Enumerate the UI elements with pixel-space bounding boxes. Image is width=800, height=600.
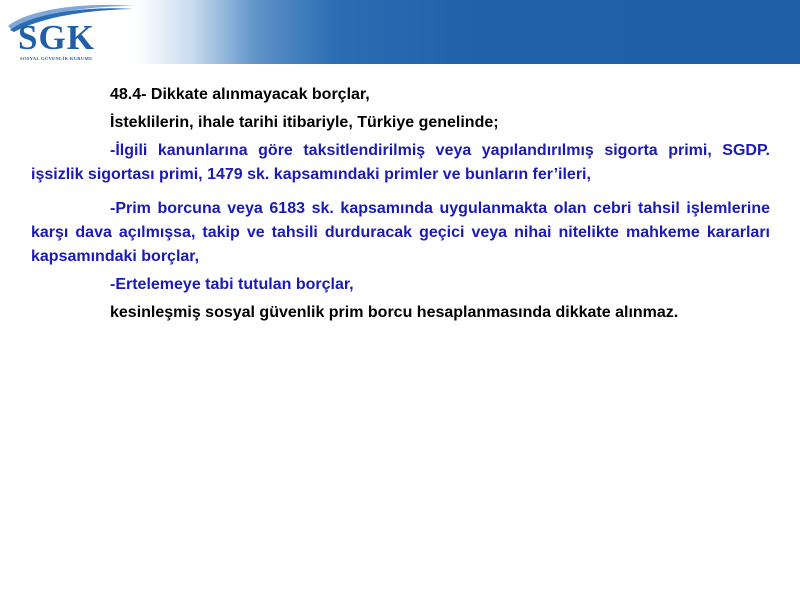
intro-text: İsteklilerin, ihale tarihi itibariyle, Türkiye genelinde; <box>110 114 499 131</box>
list-item-installment-debts: -İlgili kanunlarına göre taksitlendirilmiş veya yapılandırılmış sigorta primi, SGDP. işsizlik sigortası primi, 1479 sk. kapsamındaki primler ve bunların fer’ileri, <box>31 142 770 183</box>
document-body <box>31 83 770 325</box>
logo-text: SGK <box>18 18 95 57</box>
section-heading: 48.4- Dikkate alınmayacak borçlar, <box>110 86 370 103</box>
list-item-court-decision-debts: -Prim borcuna veya 6183 sk. kapsamında uygulanmakta olan cebri tahsil işlemlerine karşı dava açılmışsa, takip ve tahsili durduracak geçici veya nihai nitelikte mahkeme kararları kapsamındaki borçlar, <box>31 200 770 265</box>
header-banner <box>0 0 800 64</box>
list-item-deferred-debts: -Ertelemeye tabi tutulan borçlar, <box>110 276 354 293</box>
logo-subtitle: SOSYAL GÜVENLİK KURUMU <box>20 56 93 61</box>
conclusion-text: kesinleşmiş sosyal güvenlik prim borcu hesaplanmasında dikkate alınmaz. <box>110 304 679 321</box>
sgk-logo <box>0 0 150 64</box>
